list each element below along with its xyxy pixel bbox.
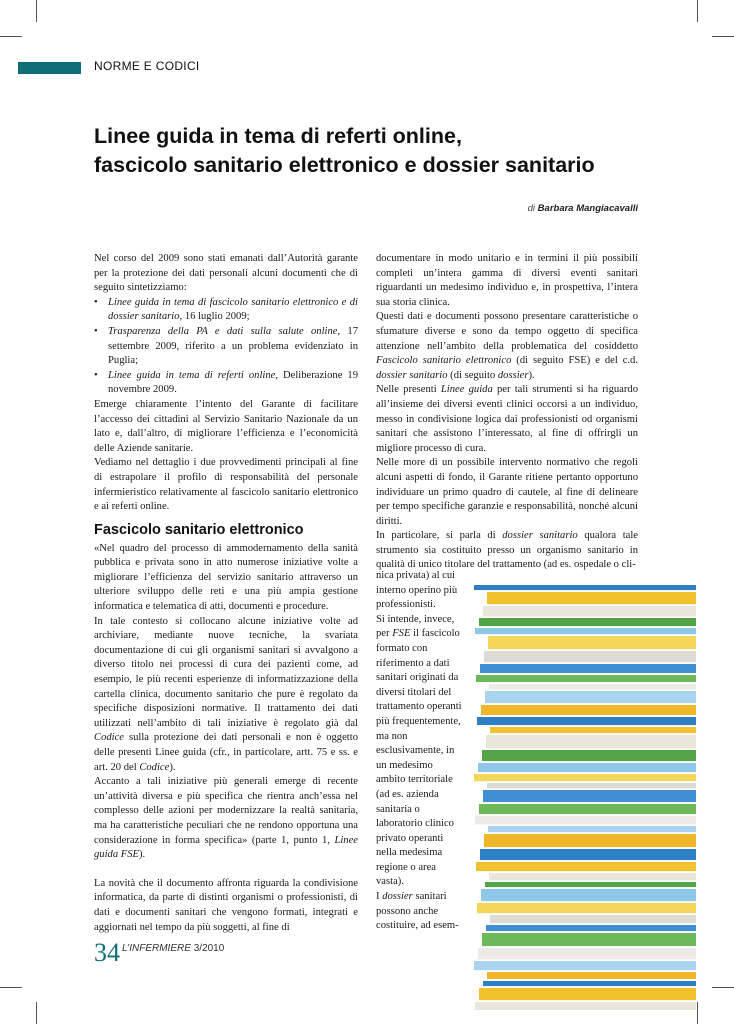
list-item (94, 369, 358, 398)
folder-layer (482, 933, 696, 947)
paper-edge (487, 880, 698, 881)
folder-layer (480, 849, 696, 861)
byline (528, 203, 638, 214)
folder-layer (479, 618, 696, 627)
intro-paragraph: Nel corso del 2009 sono stati emanati dall’Autorità garante per la protezione dei dati personali alcuni documenti che di seguito sintetizziamo: (94, 253, 358, 294)
body-paragraph: nica privata) al cui interno operino più professionisti. (376, 570, 458, 611)
folder-layer (484, 834, 696, 848)
folder-layer (485, 691, 696, 704)
magazine-name: L’INFERMIERE 3/2010 (122, 943, 225, 954)
paper-edge (477, 1000, 698, 1001)
body-paragraph: «Nel quadro del processo di ammodernamento della sanità pubblica e privata sono in atto numerose iniziative volte a migliorare l’efficienza del servizio sanitario attraverso un ulteriore sviluppo delle reti e una più ampia gestione informatica e telematica di atti, documenti e procedure. (94, 542, 358, 613)
body-paragraph: Emerge chiaramente l’intento del Garante di facilitare l’accesso dei cittadini al Servizio Sanitario Nazionale da un lato e, dall’altro, di migliorare l’efficienza e l’economicità delle Aziende sanitarie. (94, 398, 358, 454)
text-column-right (376, 252, 638, 573)
folder-layer (486, 925, 696, 932)
title-line-2: fascicolo sanitario elettronico e dossier sanitario (94, 153, 595, 177)
paper-edge (472, 590, 698, 591)
page-footer (94, 938, 224, 968)
body-paragraph: In particolare, si parla di dossier sanitario qualora tale strumento sia costituito presso un organismo sanitario in qualità di unico titolare del trattamento (ad es. ospedale o cli- (376, 530, 638, 571)
folder-layer (481, 889, 696, 902)
folder-layer (488, 826, 696, 833)
body-paragraph: Si intende, invece, per FSE il fascicolo formato con riferimento a dati sanitari originati da diversi titolari del trattamento operanti più frequentemente, ma non esclusivamente, in un medesimo ambito territoriale (ad es. azienda sanitaria o laboratorio clinico privato operanti nella medesima regione o area vasta). (376, 613, 462, 888)
text-column-left (94, 252, 358, 935)
paper-edge (478, 673, 698, 674)
folder-layer (488, 636, 696, 650)
paper-edge (488, 733, 698, 734)
folder-layer (476, 862, 696, 872)
folder-layer (478, 948, 696, 960)
folder-layer (475, 628, 696, 635)
list-item (94, 325, 358, 369)
folder-layer (479, 804, 696, 815)
folder-layer (487, 592, 696, 605)
paper-edge (480, 761, 698, 762)
paper-edge (486, 649, 698, 650)
folder-layer (479, 988, 696, 1001)
paper-edge (486, 832, 698, 833)
paper-edge (475, 725, 698, 726)
paper-edge (485, 979, 698, 980)
folder-layer (476, 675, 696, 683)
body-paragraph: Questi dati e documenti possono presentare caratteristiche o sfumature diverse e sono da tempo oggetto di specifica attenzione nell’ambito della problematica del cosiddetto Fascicolo sanitario elettronico (di seguito FSE) e del c.d. dossier sanitario (di seguito dossier). (376, 311, 639, 381)
paper-edge (484, 931, 698, 932)
folder-layer (490, 915, 696, 924)
folder-layer (484, 651, 696, 663)
list-item-title: Trasparenza della PA e dati sulla salute online (108, 325, 338, 337)
body-paragraph: documentare in modo unitario e in termini il più possibili completi un’intera gamma di diversi eventi sanitari riguardanti un medesimo individuo e, in prospettiva, l’intera sua storia clinica. (376, 253, 638, 308)
folder-layer (474, 774, 696, 782)
paper-edge (485, 604, 698, 605)
folder-layer (481, 705, 696, 716)
section-heading: Fascicolo sanitario elettronico (94, 521, 304, 538)
paper-edge (481, 802, 698, 803)
list-item-text: , Deliberazione 19 novembre 2009. (108, 369, 359, 396)
paper-edge (480, 946, 698, 947)
paper-edge (488, 923, 698, 924)
list-item-text: , 17 settembre 2009, riferito a un problema evidenziato in Puglia; (108, 325, 358, 367)
paper-edge (474, 682, 698, 683)
folder-layer (475, 1002, 696, 1010)
paper-edge (474, 871, 698, 872)
list-item-text: , 16 luglio 2009; (179, 311, 250, 323)
paper-edge (472, 970, 698, 971)
list-item-title: Linee guida in tema di referti online (108, 369, 276, 381)
body-paragraph: I dossier sanitari possono anche costituire, ad esem- (376, 891, 459, 932)
folder-layer (480, 664, 696, 674)
paper-edge (473, 824, 698, 825)
paper-edge (481, 616, 698, 617)
paper-edge (477, 814, 698, 815)
paper-edge (483, 703, 698, 704)
paper-edge (479, 901, 698, 902)
paper-edge (476, 772, 698, 773)
body-paragraph: La novità che il documento affronta riguarda la condivisione informatica, da parte di distinti organismi o professionisti, di dati e documenti sanitari che vengono formati, integrati e aggiornati nel tempo da più soggetti, al fine di (94, 877, 358, 933)
paper-edge (478, 860, 698, 861)
byline-prefix: di (527, 203, 536, 214)
section-color-bar (18, 62, 81, 74)
crop-mark-bl-v (36, 1002, 37, 1024)
paper-edge (477, 626, 698, 627)
body-paragraph: In tale contesto si collocano alcune iniziative volte ad archiviare, mediante nuove tecniche, la svariata documentazione di cui gli organismi sanitari si avvalgono a diverso titolo nei processi di cura dei pazienti come, ad esempio, le più recenti esperienze di informatizzazione della cartella clinica, documento sanitario che pure è regolato da specifiche disposizioni normative. Il trattamento dei dati utilizzati nell’ambito di tali iniziative è regolato già dal Codice sulla protezione dei dati personali e non è oggetto delle presenti Linee guida (cfr., in particolare, artt. 75 e ss. e art. 20 del Codice). (94, 615, 358, 773)
body-paragraph: Nelle more di un possibile intervento normativo che regoli alcuni aspetti di fondo, il Garante ritiene pertanto opportuno individuare un primo quadro di cautele, al fine di delineare per tempo specifiche garanzie e responsabilità, nonché alcuni diritti. (376, 457, 638, 527)
body-paragraph: Vediamo nel dettaglio i due provvedimenti principali al fine di estrapolare il profilo di responsabilità del personale infermieristico relativamente al fascicolo sanitario elettronico e ai referti online. (94, 457, 358, 513)
folder-layer (489, 873, 696, 881)
body-paragraph: Accanto a tali iniziative più generali emerge di recente un’attività diversa e più specifica che rientra anch’essa nel complesso delle azioni per modernizzare la realtà sanitaria, ma ha caratteristiche peculiari che ne rendono opportuna una considerazione in forma specifica» (parte 1, punto 1, Linee guida FSE). (94, 776, 358, 861)
crop-mark-bl-h (0, 987, 22, 988)
folder-layer (487, 972, 696, 980)
article-title (94, 122, 694, 180)
folder-layer (477, 717, 696, 726)
page-number: 34 (94, 938, 120, 967)
folder-layer (482, 750, 696, 762)
folder-layer (483, 606, 696, 617)
section-label: NORME E CODICI (94, 59, 200, 73)
paper-edge (483, 887, 698, 888)
crop-mark-tl-h (0, 36, 22, 37)
folder-layer (483, 790, 696, 803)
paper-edge (487, 689, 698, 690)
title-line-1: Linee guida in tema di referti online, (94, 124, 462, 148)
folder-layer (475, 816, 696, 825)
crop-mark-tr-v (697, 0, 698, 22)
folder-layer (474, 961, 696, 971)
paper-edge (482, 662, 698, 663)
author-name: Barbara Mangiacavalli (537, 203, 638, 214)
paper-edge (472, 781, 698, 782)
paper-edge (473, 634, 698, 635)
paper-edge (485, 788, 698, 789)
paper-edge (484, 748, 698, 749)
crop-mark-tl-v (36, 0, 37, 22)
text-column-right-narrow (376, 569, 462, 934)
folder-stack-photo (470, 583, 706, 1010)
folder-layer (478, 763, 696, 773)
paper-edge (482, 847, 698, 848)
folder-stack-illustration (470, 583, 706, 1010)
crop-mark-tr-h (712, 36, 734, 37)
paper-edge (475, 913, 698, 914)
body-paragraph: Nelle presenti Linee guida per tali strumenti si ha riguardo all’insieme dei diversi eventi clinici occorsi a un individuo, messo in condivisione logica dai professionisti od organismi sanitari che assistono l’interessato, al fine di offrirgli un migliore processo di cura. (376, 384, 638, 454)
crop-mark-br-h (712, 987, 734, 988)
document-list (94, 296, 358, 398)
folder-layer (486, 735, 696, 749)
paper-edge (479, 715, 698, 716)
folder-layer (490, 727, 696, 734)
list-item-title: Linee guida in tema di fascicolo sanitario elettronico e di dossier sanitario (108, 296, 358, 323)
paper-edge (476, 959, 698, 960)
list-item (94, 296, 358, 325)
paper-edge (481, 986, 698, 987)
folder-layer (477, 903, 696, 914)
